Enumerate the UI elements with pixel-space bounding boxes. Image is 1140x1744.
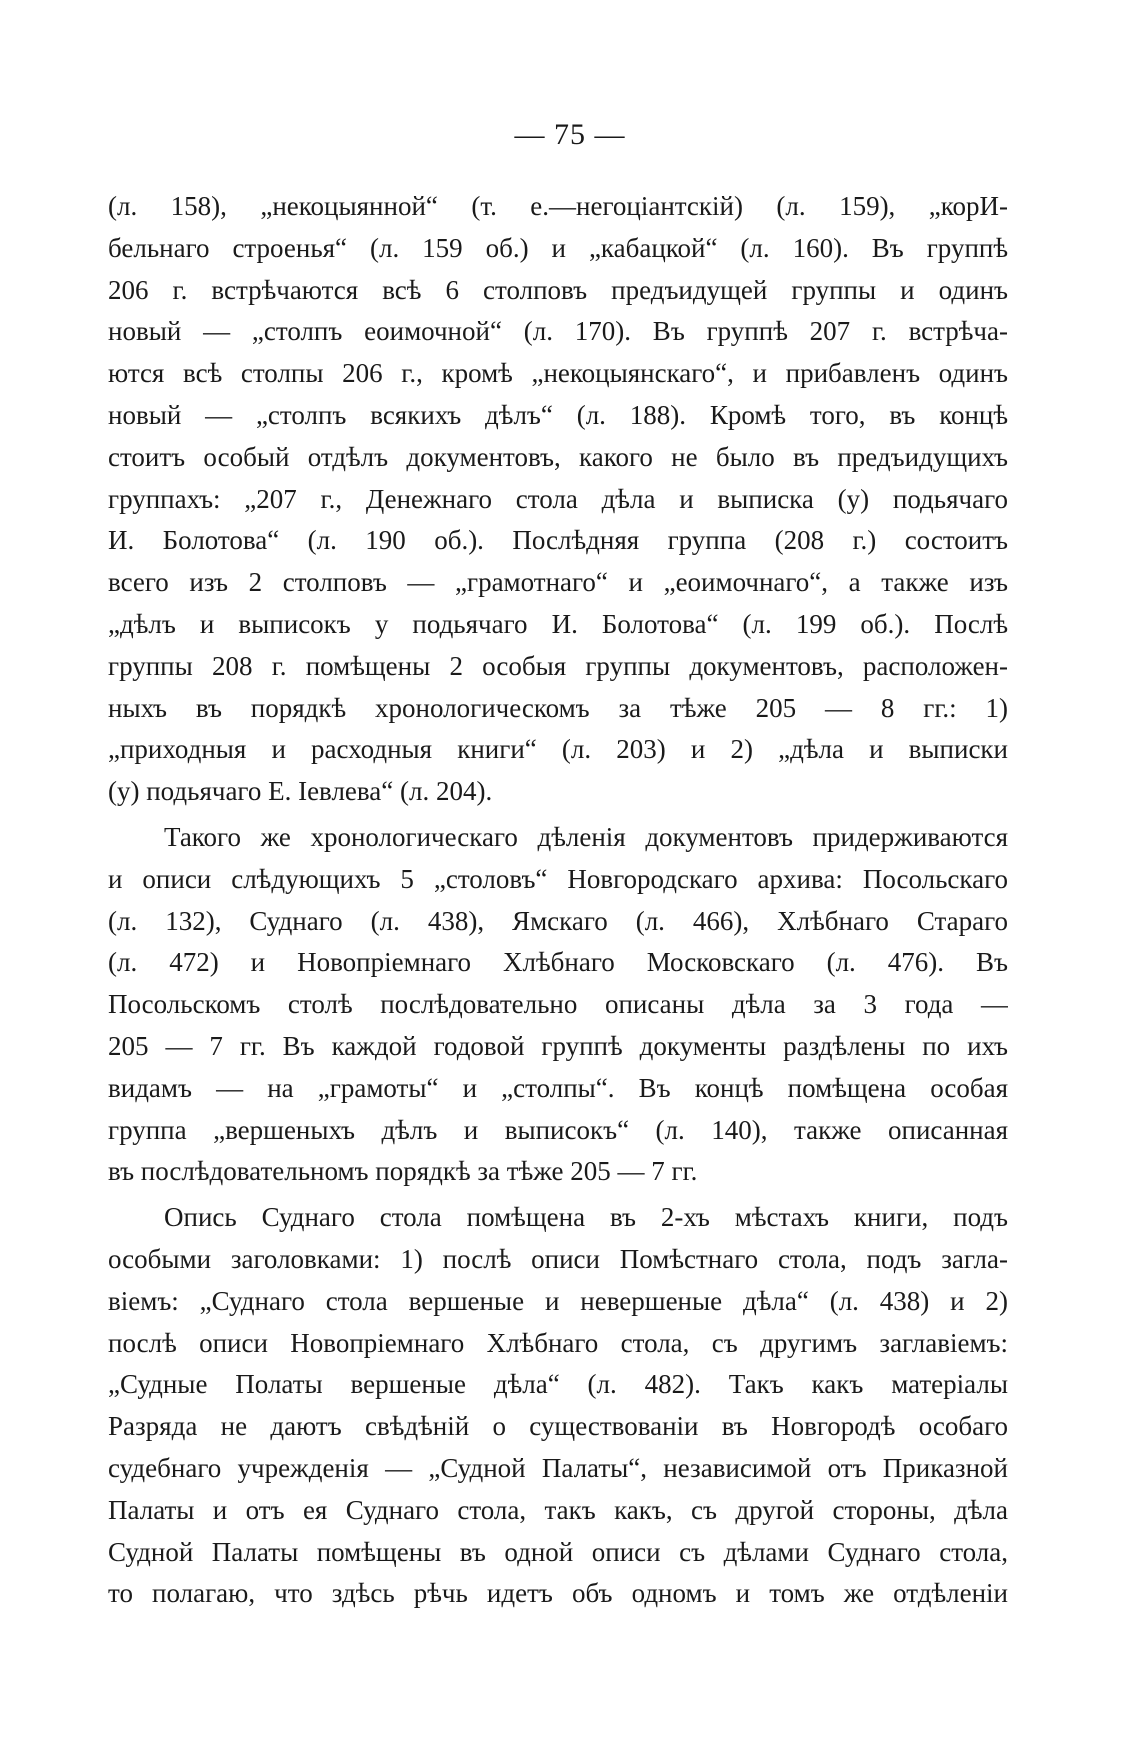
text-line: Опись Суднаго стола помѣщена въ 2-хъ мѣстахъ книги, подъ: [164, 1202, 1008, 1233]
text-line: группахъ: „207 г., Денежнаго стола дѣла и выписка (у) подьячаго: [108, 483, 1008, 514]
text-line: то полагаю, что здѣсь рѣчь идетъ объ одномъ и томъ же отдѣленіи: [108, 1578, 1008, 1609]
text-line: группы 208 г. помѣщены 2 особыя группы документовъ, расположен-: [108, 650, 1008, 681]
text-line: послѣ описи Новопріемнаго Хлѣбнаго стола, съ другимъ заглавіемъ:: [108, 1327, 1008, 1358]
text-line: (у) подьячаго Е. Іевлева“ (л. 204).: [108, 776, 493, 807]
page-number: — 75 —: [514, 118, 626, 151]
text-line: Посольскомъ столѣ послѣдовательно описаны дѣла за 3 года —: [108, 989, 1008, 1020]
text-line: судебнаго учрежденія — „Судной Палаты“, независимой отъ Приказной: [108, 1452, 1008, 1483]
text-line: въ послѣдовательномъ порядкѣ за тѣже 205 — 7 гг.: [108, 1156, 698, 1187]
text-line: „дѣлъ и выписокъ у подьячаго И. Болотова“ (л. 199 об.). Послѣ: [108, 608, 1008, 639]
text-line: всего изъ 2 столповъ — „грамотнаго“ и „еоимочнаго“, а также изъ: [108, 567, 1008, 598]
body-text: [108, 186, 1008, 1615]
text-line: группа „вершеныхъ дѣлъ и выписокъ“ (л. 140), также описанная: [108, 1114, 1008, 1145]
text-line: „приходныя и расходныя книги“ (л. 203) и 2) „дѣла и выписки: [108, 734, 1008, 765]
text-line: стоитъ особый отдѣлъ документовъ, какого не было въ предъидущихъ: [108, 441, 1008, 472]
text-line: віемъ: „Суднаго стола вершеные и невершеные дѣла“ (л. 438) и 2): [108, 1285, 1008, 1316]
text-line: Судной Палаты помѣщены въ одной описи съ дѣлами Суднаго стола,: [108, 1536, 1008, 1567]
text-line: ныхъ въ порядкѣ хронологическомъ за тѣже 205 — 8 гг.: 1): [108, 692, 1008, 723]
text-line: 206 г. встрѣчаются всѣ 6 столповъ предъидущей группы и одинъ: [108, 274, 1008, 305]
text-line: бельнаго строенья“ (л. 159 об.) и „кабацкой“ (л. 160). Въ группѣ: [108, 232, 1008, 263]
text-line: (л. 132), Суднаго (л. 438), Ямскаго (л. 466), Хлѣбнаго Стараго: [108, 905, 1008, 936]
text-line: Разряда не даютъ свѣдѣній о существованіи въ Новгородѣ особаго: [108, 1411, 1008, 1442]
text-line: ются всѣ столпы 206 г., кромѣ „некоцыянскаго“, и прибавленъ одинъ: [108, 358, 1008, 389]
text-line: (л. 472) и Новопріемнаго Хлѣбнаго Московскаго (л. 476). Въ: [108, 947, 1008, 978]
text-line: видамъ — на „грамоты“ и „столпы“. Въ концѣ помѣщена особая: [108, 1072, 1008, 1103]
text-line: и описи слѣдующихъ 5 „столовъ“ Новгородскаго архива: Посольскаго: [108, 863, 1008, 894]
text-line: новый — „столпъ еоимочной“ (л. 170). Въ группѣ 207 г. встрѣча-: [108, 316, 1008, 347]
text-line: 205 — 7 гг. Въ каждой годовой группѣ документы раздѣлены по ихъ: [108, 1030, 1008, 1061]
paragraph: [108, 186, 1008, 813]
paragraph: [108, 817, 1008, 1193]
text-line: особыми заголовками: 1) послѣ описи Помѣстнаго стола, подъ загла-: [108, 1243, 1008, 1274]
paragraph: [108, 1197, 1008, 1615]
text-line: Палаты и отъ ея Суднаго стола, такъ какъ, съ другой стороны, дѣла: [108, 1494, 1008, 1525]
text-line: Такого же хронологическаго дѣленія документовъ придерживаются: [164, 821, 1008, 852]
text-line: И. Болотова“ (л. 190 об.). Послѣдняя группа (208 г.) состоитъ: [108, 525, 1008, 556]
text-line: (л. 158), „некоцыянной“ (т. е.—негоціантскій) (л. 159), „корИ-: [108, 191, 1008, 221]
text-line: „Судные Полаты вершеные дѣла“ (л. 482). Такъ какъ матеріалы: [108, 1369, 1008, 1400]
text-line: новый — „столпъ всякихъ дѣлъ“ (л. 188). Кромѣ того, въ концѣ: [108, 399, 1008, 430]
